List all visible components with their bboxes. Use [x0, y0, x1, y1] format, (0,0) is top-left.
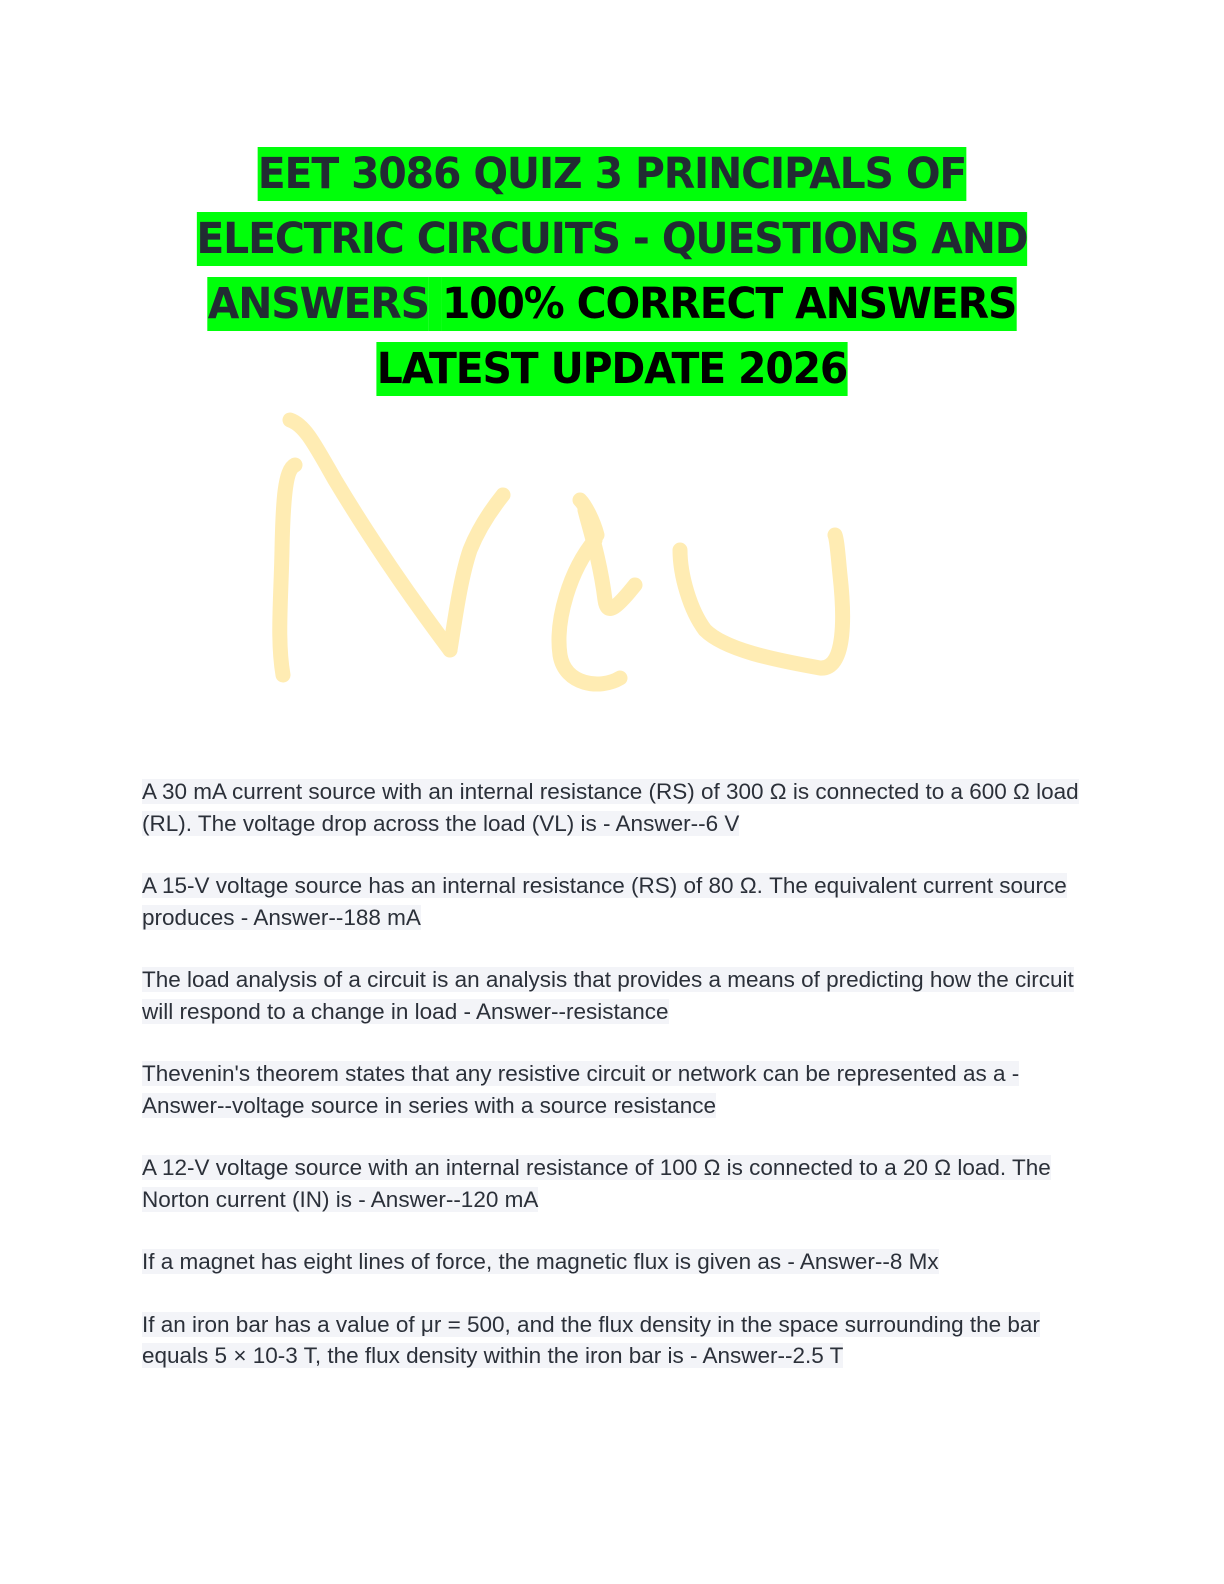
qa-item-4	[142, 1058, 1082, 1121]
qa-item-5	[142, 1152, 1082, 1215]
document-title	[126, 142, 1099, 402]
title-line-4: LATEST UPDATE 2026	[376, 344, 848, 394]
qa-item-1	[142, 776, 1082, 839]
watermark-stroke-n-left	[280, 465, 295, 675]
title-line-2: ELECTRIC CIRCUITS - QUESTIONS AND	[196, 214, 1028, 264]
qa-item-2	[142, 870, 1082, 933]
qa-item-7	[142, 1309, 1082, 1372]
title-line-1: EET 3086 QUIZ 3 PRINCIPALS OF	[257, 149, 967, 199]
qa-item-6	[142, 1246, 1082, 1278]
qa-text: If an iron bar has a value of μr = 500, and the flux density in the space surrounding the bar equals 5 × 10-3 T, the flux density within the iron bar is - Answer--2.5 T	[142, 1311, 1040, 1368]
qa-list	[142, 776, 1082, 1403]
qa-text: Thevenin's theorem states that any resistive circuit or network can be represented as a - Answer--voltage source in series with a source resistance	[142, 1061, 1020, 1118]
title-line-3b: 100% CORRECT ANSWERS	[441, 279, 1017, 329]
qa-text: A 15-V voltage source has an internal resistance (RS) of 80 Ω. The equivalent current source produces - Answer--188 mA	[142, 873, 1067, 930]
qa-text: The load analysis of a circuit is an analysis that provides a means of predicting how the circuit will respond to a change in load - Answer--resistance	[142, 967, 1074, 1024]
watermark-stroke-n-right	[450, 495, 503, 650]
qa-text: A 12-V voltage source with an internal resistance of 100 Ω is connected to a 20 Ω load. The Norton current (IN) is - Answer--120 mA	[142, 1155, 1051, 1212]
handwritten-watermark-neu	[255, 400, 875, 710]
watermark-stroke-n-diagonal	[290, 420, 450, 650]
qa-item-3	[142, 964, 1082, 1027]
watermark-stroke-u	[680, 535, 843, 668]
qa-text: A 30 mA current source with an internal resistance (RS) of 300 Ω is connected to a 600 Ω load (RL). The voltage drop across the load (VL) is - Answer--6 V	[142, 779, 1079, 836]
title-line-3a: ANSWERS	[207, 279, 429, 329]
qa-text: If a magnet has eight lines of force, the magnetic flux is given as - Answer--8 Mx	[142, 1249, 939, 1274]
